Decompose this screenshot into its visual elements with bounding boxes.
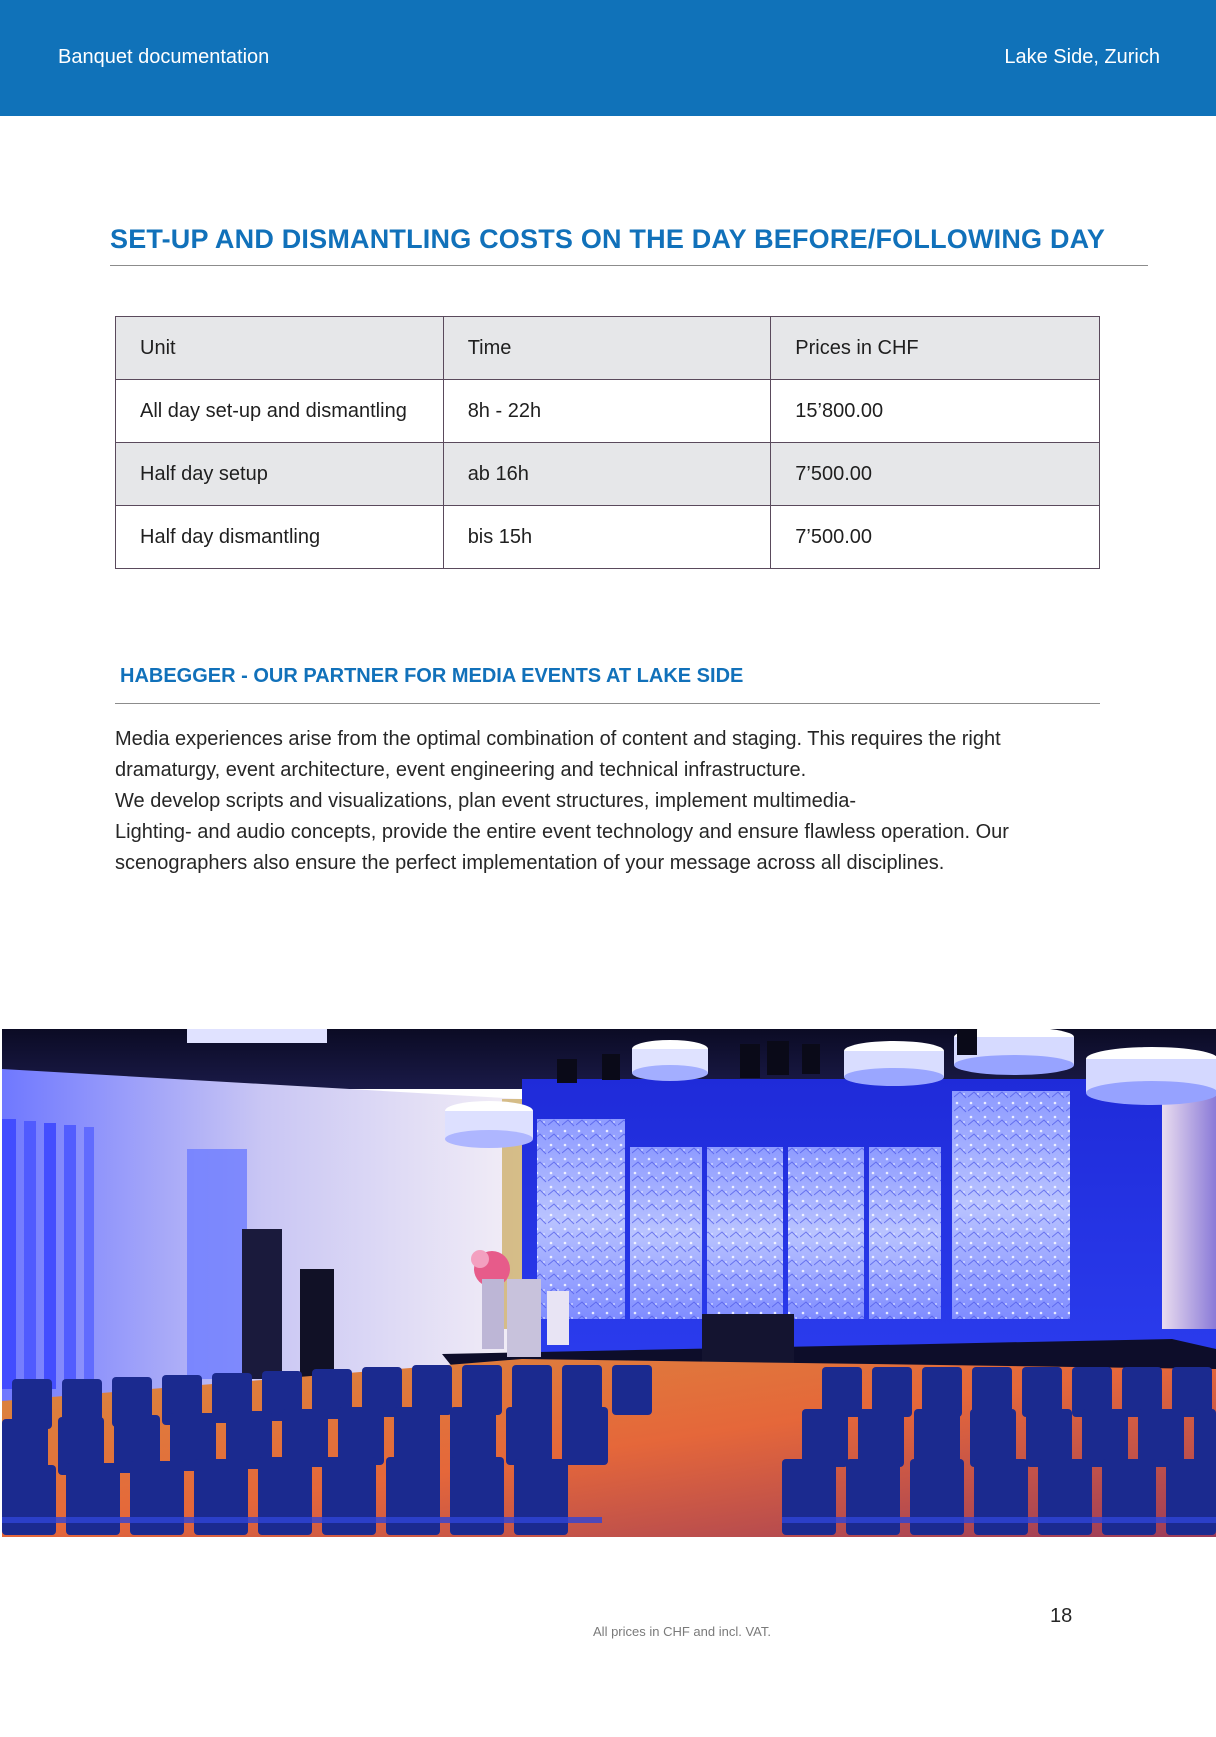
cell-unit: All day set-up and dismantling xyxy=(116,380,444,443)
table-row xyxy=(116,443,1100,506)
description-line: We develop scripts and visualizations, plan event structures, implement multimedia- xyxy=(115,790,857,812)
cost-table xyxy=(115,316,1100,569)
column-header-unit: Unit xyxy=(116,317,444,380)
partner-divider xyxy=(115,703,1100,704)
event-hall-photo xyxy=(2,1029,1216,1537)
description-line: dramaturgy, event architecture, event engineering and technical infrastructure. xyxy=(115,759,807,781)
cell-price: 7’500.00 xyxy=(771,506,1100,569)
section-title: SET-UP AND DISMANTLING COSTS ON THE DAY BEFORE/FOLLOWING DAY xyxy=(110,224,1106,254)
title-divider xyxy=(110,265,1148,266)
cell-unit: Half day setup xyxy=(116,443,444,506)
cell-price: 15’800.00 xyxy=(771,380,1100,443)
header-band xyxy=(0,0,1216,116)
footer-note: All prices in CHF and incl. VAT. xyxy=(593,1624,771,1639)
cell-unit: Half day dismantling xyxy=(116,506,444,569)
document-title: Banquet documentation xyxy=(58,46,270,68)
description-line: Media experiences arise from the optimal combination of content and staging. This requires the right xyxy=(115,728,1001,750)
partner-description xyxy=(115,724,1100,879)
venue-name: Lake Side, Zurich xyxy=(1004,46,1160,68)
column-header-time: Time xyxy=(443,317,771,380)
cell-time: ab 16h xyxy=(443,443,771,506)
cell-time: bis 15h xyxy=(443,506,771,569)
table-header-row xyxy=(116,317,1100,380)
cell-time: 8h - 22h xyxy=(443,380,771,443)
table-row xyxy=(116,380,1100,443)
partner-title: HABEGGER - OUR PARTNER FOR MEDIA EVENTS AT LAKE SIDE xyxy=(120,665,744,687)
page-number: 18 xyxy=(1050,1605,1073,1627)
cell-price: 7’500.00 xyxy=(771,443,1100,506)
description-line: Lighting- and audio concepts, provide the entire event technology and ensure flawless operation. Our xyxy=(115,821,1009,843)
column-header-price: Prices in CHF xyxy=(771,317,1100,380)
description-line: scenographers also ensure the perfect implementation of your message across all disciplines. xyxy=(115,852,945,874)
table-row xyxy=(116,506,1100,569)
